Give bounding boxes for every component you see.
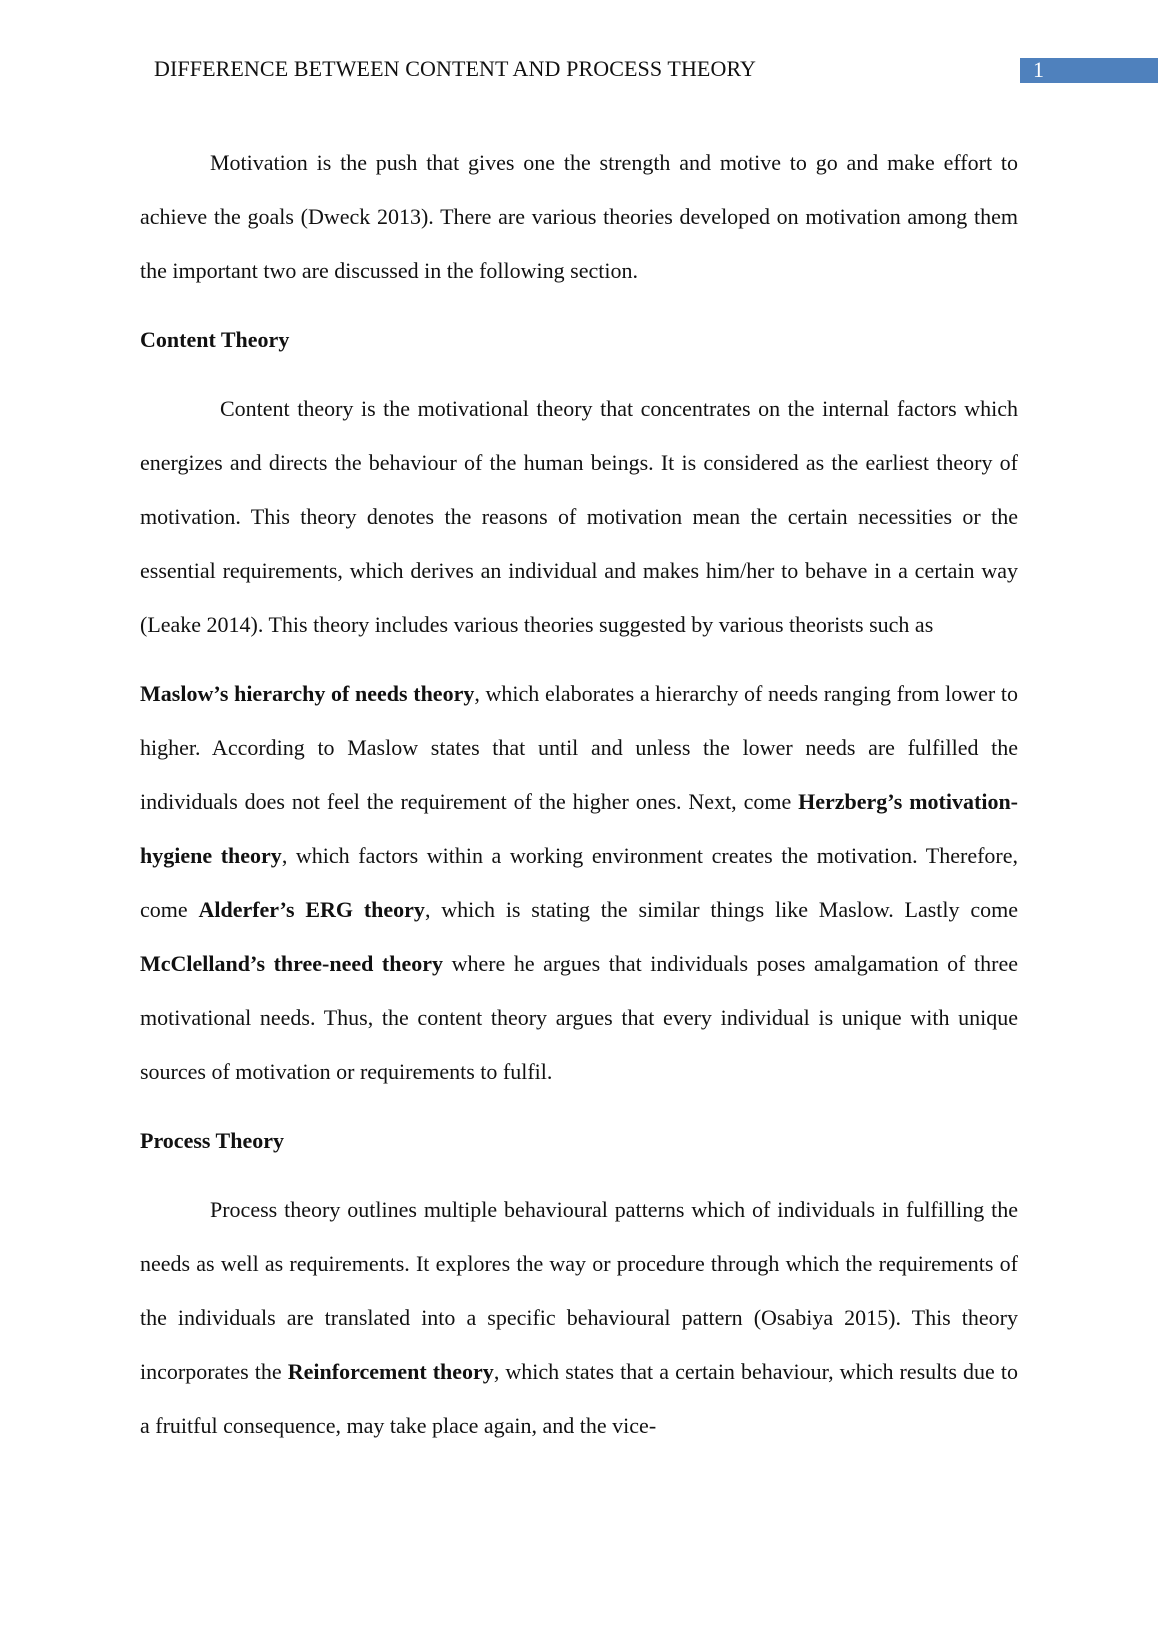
process-theory-paragraph [140,1183,1018,1453]
page-number-box [1020,58,1158,83]
page-number: 1 [1033,57,1044,82]
intro-paragraph: Motivation is the push that gives one the strength and motive to go and make effort to achieve the goals (Dweck 2013). There are various theories developed on motivation among them the important two are discussed in the following section. [140,150,1018,283]
theories-paragraph [140,667,1018,1099]
process-text-2: , which states that a certain behaviour, which results due to a fruitful consequence, may take place again, and the vice- [140,1359,1018,1438]
maslow-term: Maslow’s hierarchy of needs theory [140,681,475,706]
content-theory-paragraph: Content theory is the motivational theory that concentrates on the internal factors which energizes and directs the behaviour of the human beings. It is considered as the earliest theory of motivation. This theory denotes the reasons of motivation mean the certain necessities or the essential requirements, which derives an individual and makes him/her to behave in a certain way (Leake 2014). This theory includes various theories suggested by various theorists such as [140,396,1018,637]
reinforcement-term: Reinforcement theory [287,1359,494,1384]
running-head: DIFFERENCE BETWEEN CONTENT AND PROCESS THEORY [154,56,757,81]
alderfer-term: Alderfer’s ERG theory [198,897,425,922]
process-theory-heading: Process Theory [140,1128,284,1153]
page-header [0,0,1158,100]
herzberg-term: Herzberg’s motivation-hygiene theory [140,789,1019,868]
document-body [140,136,1018,1453]
theories-text-3: , which is stating the similar things like Maslow. Lastly come [424,897,1018,922]
theories-text-2: , which factors within a working environment creates the motivation. Therefore, come [140,843,1019,922]
theories-text-4: where he argues that individuals poses amalgamation of three motivational needs. Thus, the content theory argues that every individual is unique with unique sources of motivation or requirements to fulfil. [140,951,1019,1084]
theories-text-1: , which elaborates a hierarchy of needs ranging from lower to higher. According to Maslow states that until and unless the lower needs are fulfilled the individuals does not feel the requirement of the higher ones. Next, come [140,681,1018,814]
process-text-1: Process theory outlines multiple behavioural patterns which of individuals in fulfilling the needs as well as requirements. It explores the way or procedure through which the requirements of the individuals are translated into a specific behavioural pattern (Osabiya 2015). This theory incorporates the [140,1197,1018,1384]
content-theory-heading: Content Theory [140,327,290,352]
mcclelland-term: McClelland’s three-need theory [140,951,444,976]
